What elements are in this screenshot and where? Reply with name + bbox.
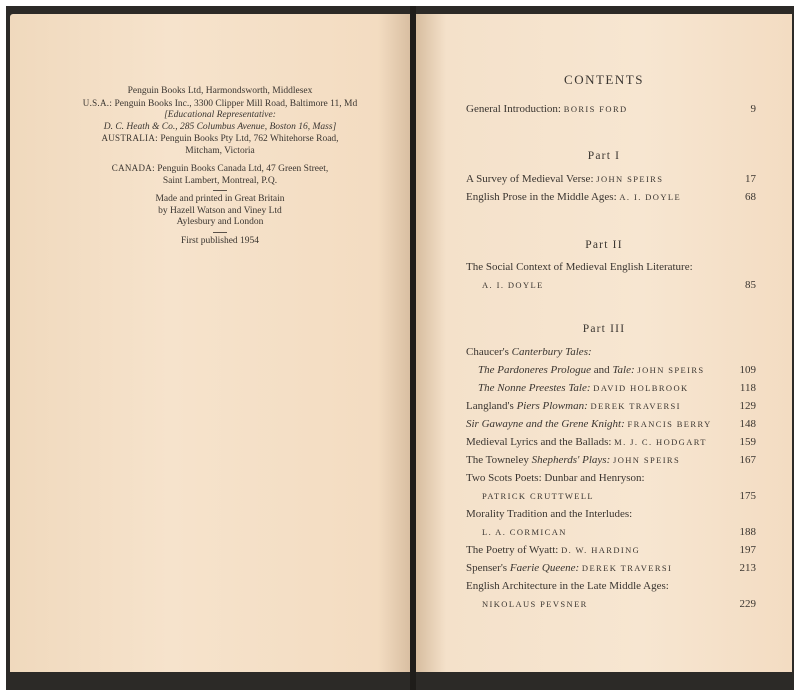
author: M. J. C. HODGART <box>614 437 707 447</box>
divider <box>213 232 227 233</box>
toc-entry: Sir Gawayne and the Grene Knight: FRANCIS BERRY 148 <box>466 415 756 433</box>
toc-entry: The Nonne Preestes Tale: DAVID HOLBROOK 118 <box>466 379 756 397</box>
toc-part-2 <box>466 258 756 294</box>
page-number: 118 <box>739 382 756 394</box>
toc-entry-author-row <box>466 276 756 294</box>
page-number: 159 <box>739 436 756 448</box>
first-published: First published 1954 <box>180 235 260 246</box>
page-number: 85 <box>745 279 756 291</box>
toc-general <box>466 100 756 118</box>
toc-entry: Langland's Piers Plowman: DEREK TRAVERSI 129 <box>466 397 756 415</box>
toc-part-3 <box>466 343 756 613</box>
divider <box>213 190 227 191</box>
imprint-line: Mitcham, Victoria <box>185 145 255 156</box>
left-page <box>10 14 410 672</box>
page-number: 9 <box>750 103 756 115</box>
imprint-line <box>70 163 370 176</box>
toc-entry: A Survey of Medieval Verse: JOHN SPEIRS 17 <box>466 170 756 188</box>
author: JOHN SPEIRS <box>637 365 705 375</box>
toc-entry: Medieval Lyrics and the Ballads: M. J. C. HODGART 159 <box>466 433 756 451</box>
author: BORIS FORD <box>563 104 628 114</box>
imprint-line: [Educational Representative: <box>164 110 276 120</box>
imprint-text: Penguin Books Inc., 3300 Clipper Mill Road, Baltimore 11, Md <box>114 98 358 109</box>
part-heading: Part I <box>587 150 621 162</box>
page-number: 229 <box>739 598 756 610</box>
author: NIKOLAUS PEVSNER <box>482 599 588 609</box>
usa-label: U.S.A.: <box>82 97 113 108</box>
imprint-block <box>70 86 370 247</box>
toc-entry: The Pardoneres Prologue and Tale: JOHN SPEIRS 109 <box>466 361 756 379</box>
open-book <box>6 6 794 690</box>
author: D. W. HARDING <box>561 545 641 555</box>
contents-title: CONTENTS <box>564 72 644 87</box>
toc-entry: English Prose in the Middle Ages: A. I. DOYLE 68 <box>466 188 756 206</box>
imprint-line: Aylesbury and London <box>176 217 264 227</box>
page-number: 109 <box>739 364 756 376</box>
imprint-text: Penguin Books Canada Ltd, 47 Green Street, <box>157 164 329 174</box>
toc-entry: Spenser's Faerie Queene: DEREK TRAVERSI 213 <box>466 559 756 577</box>
toc-entry: Two Scots Poets: Dunbar and Henryson: <box>466 472 645 484</box>
imprint-line: Penguin Books Ltd, Harmondsworth, Middlesex <box>127 86 313 96</box>
imprint-line <box>70 98 370 111</box>
author: A. I. DOYLE <box>482 280 544 290</box>
toc-entry-author-row <box>466 487 756 505</box>
page-number: 148 <box>739 418 756 430</box>
page-number: 188 <box>739 526 756 538</box>
author: L. A. CORMICAN <box>482 527 567 537</box>
page-number: 175 <box>739 490 756 502</box>
toc-entry-author-row <box>466 595 756 613</box>
page-number: 17 <box>745 173 756 185</box>
imprint-line <box>70 133 370 146</box>
author: DEREK TRAVERSI <box>581 563 673 573</box>
toc-entry: General Introduction: BORIS FORD 9 <box>466 100 756 118</box>
toc-entry: Chaucer's Canterbury Tales: <box>466 346 592 358</box>
toc-entry: The Poetry of Wyatt: D. W. HARDING 197 <box>466 541 756 559</box>
toc-entry-author-row <box>466 523 756 541</box>
imprint-line: by Hazell Watson and Viney Ltd <box>158 205 282 216</box>
page-number: 68 <box>745 191 756 203</box>
imprint-text: Penguin Books Pty Ltd, 762 Whitehorse Road, <box>160 134 339 144</box>
canada-label: CANADA: <box>111 163 155 173</box>
part-heading: Part III <box>582 323 626 335</box>
imprint-line: Made and printed in Great Britain <box>155 194 285 204</box>
imprint-line: D. C. Heath & Co., 285 Columbus Avenue, Boston 16, Mass] <box>103 121 337 132</box>
toc-entry: English Architecture in the Late Middle Ages: <box>466 580 669 592</box>
toc-entry: The Social Context of Medieval English Literature: <box>466 261 693 273</box>
right-page <box>416 14 792 672</box>
author: JOHN SPEIRS <box>613 455 681 465</box>
page-number: 213 <box>739 562 756 574</box>
author: DEREK TRAVERSI <box>590 401 681 411</box>
page-number: 129 <box>739 400 756 412</box>
author: JOHN SPEIRS <box>596 174 664 184</box>
author: PATRICK CRUTTWELL <box>482 491 595 501</box>
part-heading: Part II <box>585 239 623 251</box>
toc-entry: The Towneley Shepherds' Plays: JOHN SPEIRS 167 <box>466 451 756 469</box>
toc-part-1 <box>466 170 756 206</box>
page-number: 167 <box>739 454 756 466</box>
australia-label: AUSTRALIA: <box>101 133 158 143</box>
imprint-line: Saint Lambert, Montreal, P.Q. <box>162 175 278 186</box>
author: A. I. DOYLE <box>619 192 682 202</box>
page-number: 197 <box>739 544 756 556</box>
author: DAVID HOLBROOK <box>593 383 689 393</box>
author: FRANCIS BERRY <box>627 419 712 429</box>
toc-entry: Morality Tradition and the Interludes: <box>466 508 633 520</box>
